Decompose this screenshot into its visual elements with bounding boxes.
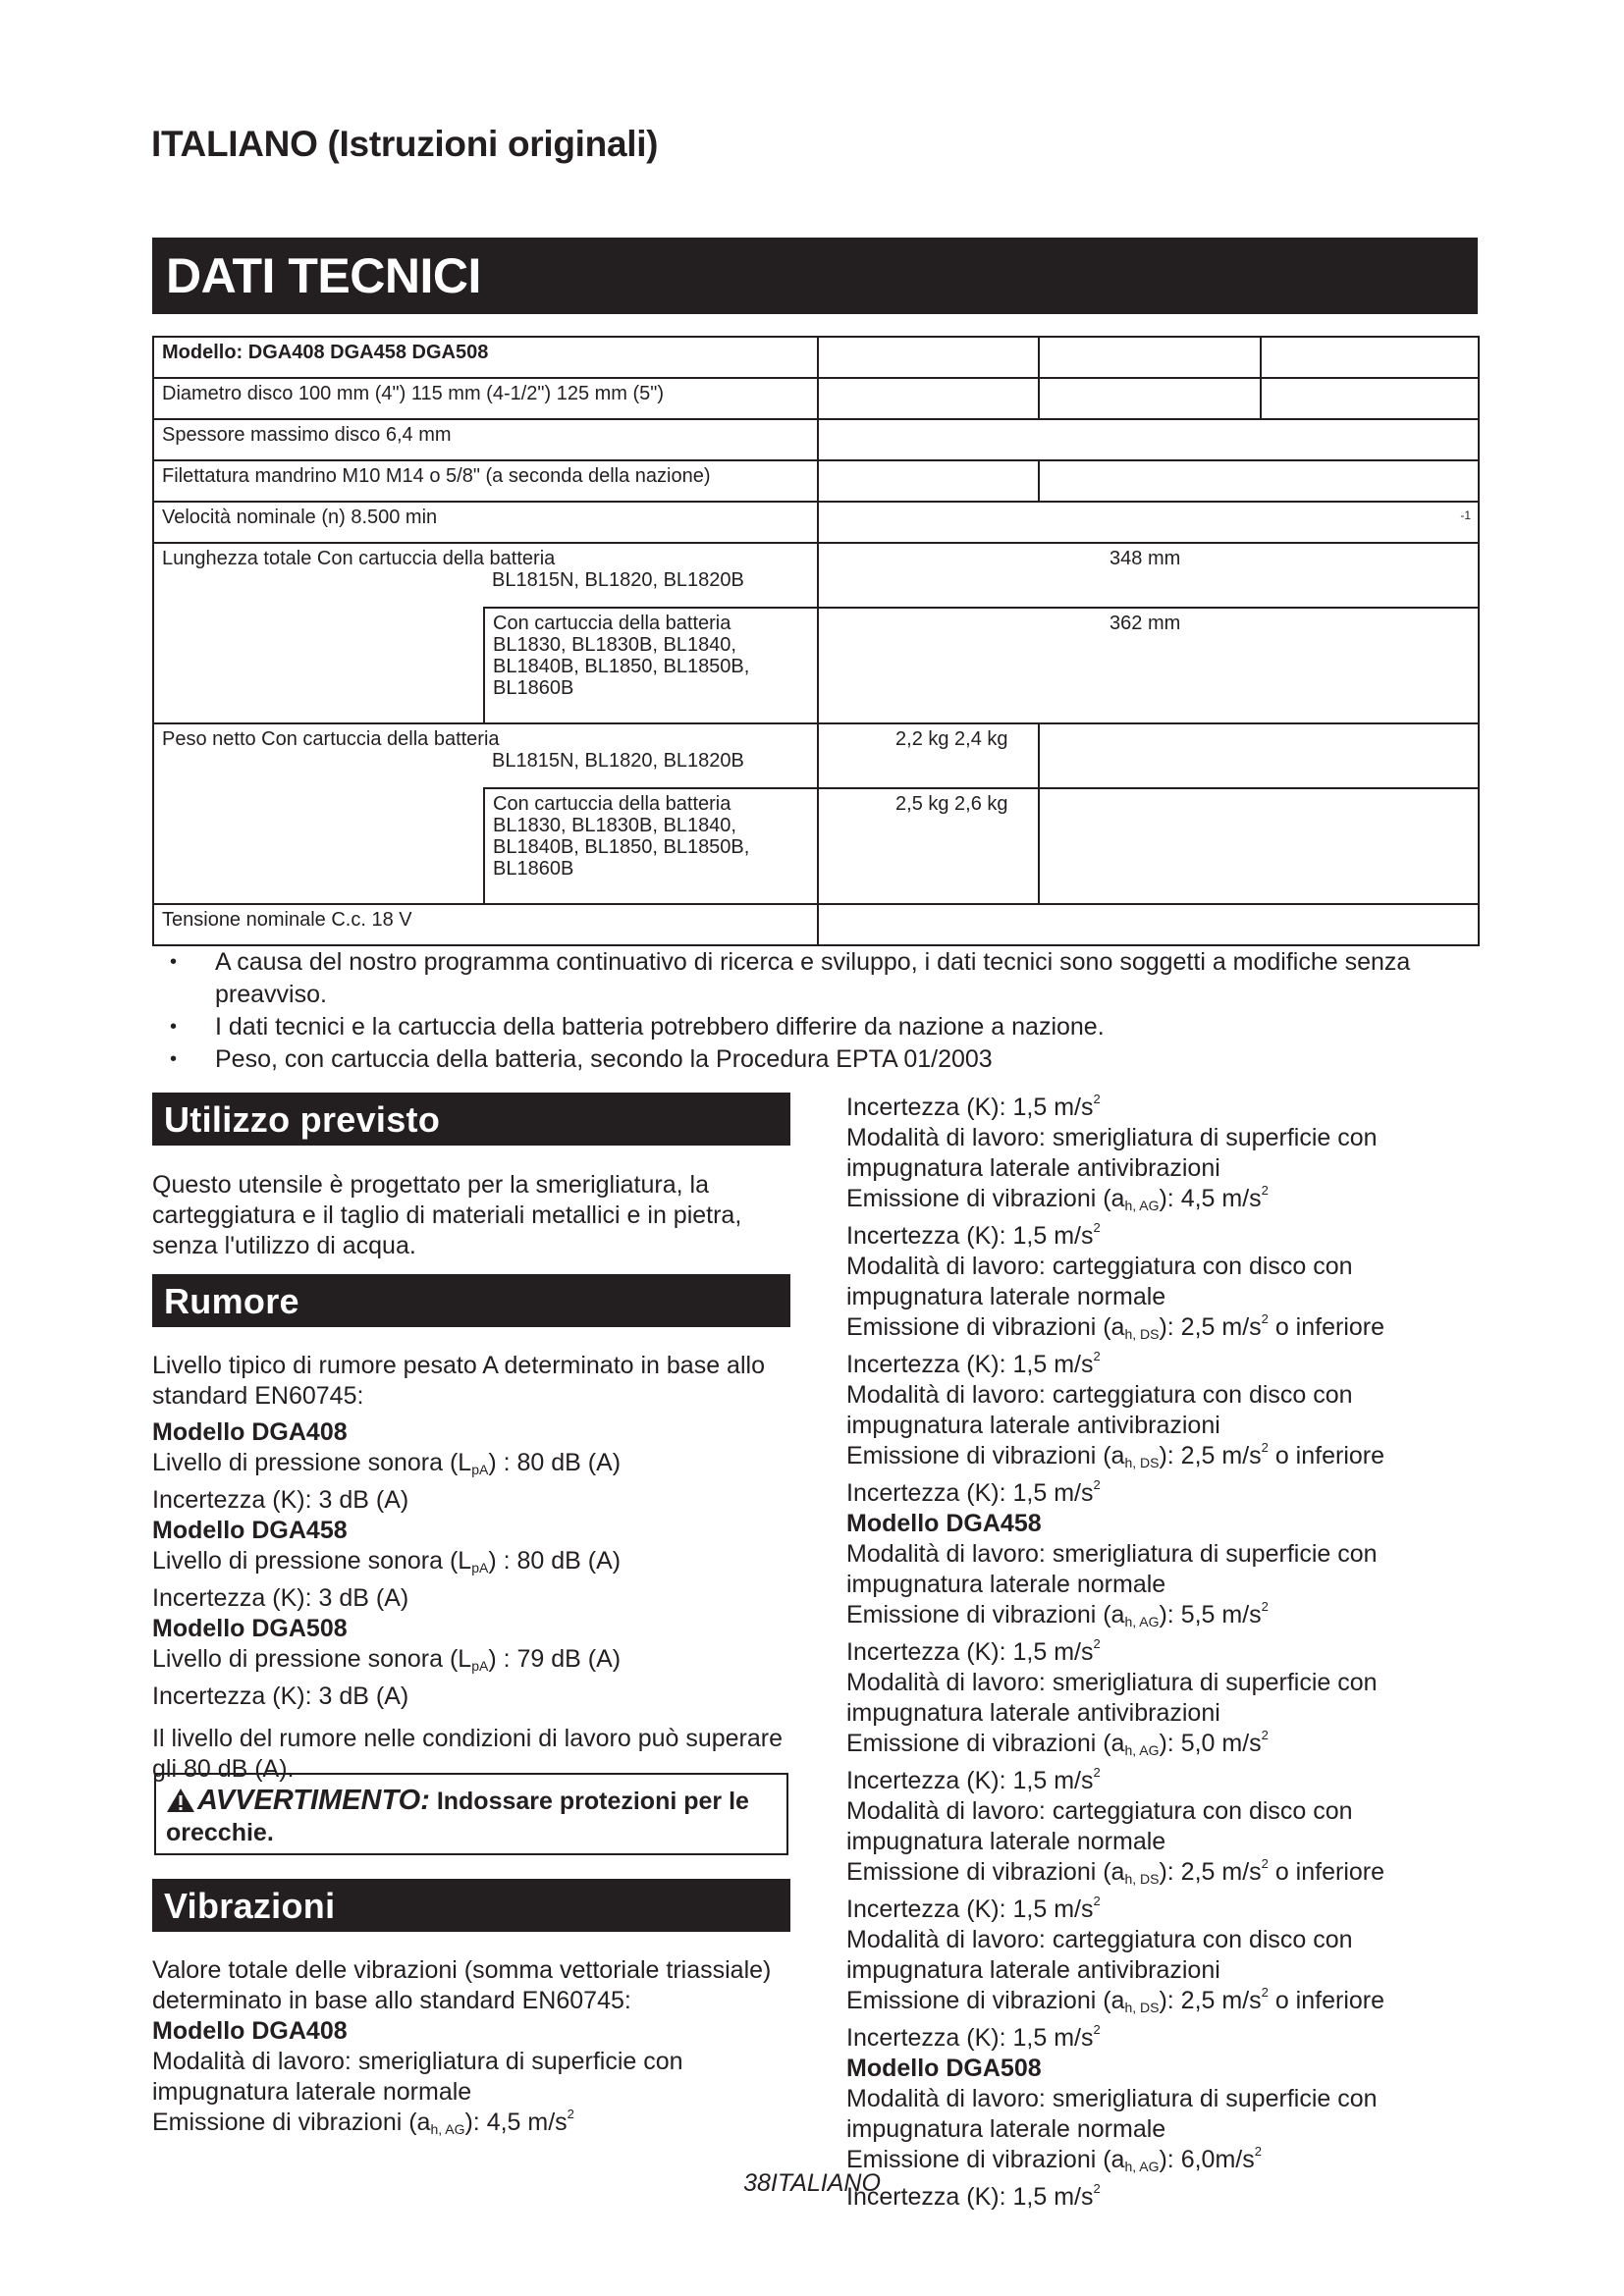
- table-cell-rated-speed: Velocità nominale (n) 8.500 min: [153, 502, 818, 543]
- work-mode-line: Modalità di lavoro: carteggiatura con disco con impugnatura laterale normale: [846, 1797, 1353, 1855]
- table-cell: [1261, 337, 1479, 378]
- table-cell: [1261, 378, 1479, 419]
- table-row: [153, 378, 1479, 419]
- model-heading: Modello DGA508: [846, 2055, 1042, 2082]
- emission-line: Emissione di vibrazioni $(a_{h, DS})$: 2,5 $m/s^2$ o inferiore: [846, 1311, 1385, 1342]
- uncertainty-line: Incertezza (K): 3 dB (A): [152, 1584, 409, 1612]
- table-cell-weight-battery-2: Con cartuccia della batteria BL1830, BL1830B, BL1840, BL1840B, BL1850, BL1850B, BL1860B: [484, 788, 818, 904]
- utilizzo-text: Questo utensile è progettato per la smerigliatura, la carteggiatura e il taglio di materiali metallici e in pietra, senza l'utilizzo di acqua.: [152, 1171, 742, 1259]
- table-cell-disc-thickness: Spessore massimo disco 6,4 mm: [153, 419, 818, 460]
- table-cell: [818, 419, 1479, 460]
- work-mode-line: Modalità di lavoro: carteggiatura con disco con impugnatura laterale antivibrazioni: [846, 1381, 1353, 1439]
- table-cell-weight-value-1: 2,2 kg 2,4 kg: [818, 723, 1039, 788]
- uncertainty-line: Incertezza (K): 1,5 $m/s^2$: [846, 1765, 1101, 1794]
- table-cell: [1039, 378, 1261, 419]
- table-cell: [818, 904, 1479, 945]
- rated-speed-unit-exponent: -1: [1460, 508, 1472, 522]
- emission-line: Emissione di vibrazioni $(a_{h, AG})$: 4,5 $m/s^2$: [152, 2107, 574, 2137]
- table-row: [153, 460, 1479, 502]
- table-row: [153, 904, 1479, 945]
- spec-table: [152, 336, 1480, 946]
- vibrazioni-intro: Valore totale delle vibrazioni (somma vettoriale triassiale) determinato in base allo standard EN60745:: [152, 1956, 772, 2014]
- uncertainty-line: Incertezza (K): 3 dB (A): [152, 1682, 409, 1710]
- model-heading: Modello DGA508: [152, 1615, 348, 1642]
- model-heading: Modello DGA408: [152, 1418, 348, 1446]
- work-mode-line: Modalità di lavoro: smerigliatura di superficie con impugnatura laterale normale: [846, 1540, 1378, 1598]
- uncertainty-line: Incertezza (K): 1,5 $m/s^2$: [846, 2022, 1101, 2052]
- table-cell-disc-diameter: Diametro disco 100 mm (4") 115 mm (4-1/2") 125 mm (5"): [153, 378, 818, 419]
- utilizzo-body: [152, 1170, 790, 1261]
- warning-label: AVVERTIMENTO:: [197, 1785, 430, 1816]
- weight-label: Peso netto Con cartuccia della batteria: [162, 728, 500, 750]
- work-mode-line: Modalità di lavoro: smerigliatura di superficie con impugnatura laterale antivibrazioni: [846, 1124, 1378, 1182]
- work-mode-line: Modalità di lavoro: smerigliatura di superficie con impugnatura laterale normale: [152, 2048, 683, 2106]
- table-row: [153, 502, 1479, 543]
- section-title: Rumore: [164, 1281, 299, 1321]
- table-cell-length-battery-2: Con cartuccia della batteria BL1830, BL1830B, BL1840, BL1840B, BL1850, BL1850B, BL1860B: [484, 608, 818, 723]
- uncertainty-line: Incertezza (K): 1,5 $m/s^2$: [846, 1477, 1101, 1507]
- table-cell-voltage: Tensione nominale C.c. 18 V: [153, 904, 818, 945]
- rumore-note: Il livello del rumore nelle condizioni di lavoro può superare gli 80 dB (A).: [152, 1725, 784, 1783]
- section-title: Vibrazioni: [164, 1886, 336, 1926]
- vibrazioni-body: [152, 1955, 790, 2145]
- emission-line: Emissione di vibrazioni $(a_{h, AG})$: 4,5 $m/s^2$: [846, 1183, 1269, 1213]
- work-mode-line: Modalità di lavoro: smerigliatura di superficie con impugnatura laterale normale: [846, 2085, 1378, 2143]
- rumore-body: [152, 1351, 790, 1785]
- page-footer: 38ITALIANO: [743, 2169, 881, 2197]
- warning-box: [154, 1773, 788, 1855]
- warning-message: Indossare protezioni per le orecchie.: [166, 1788, 749, 1846]
- table-row: [153, 543, 1479, 608]
- notes-list: [152, 946, 1478, 1076]
- table-row: [153, 723, 1479, 788]
- table-cell: [1039, 337, 1261, 378]
- table-cell: [1039, 723, 1479, 788]
- vibrazioni-right-column: [846, 1093, 1480, 2213]
- pressure-line: Livello di pressione sonora $(L_{pA})$ : 80 dB (A): [152, 1449, 622, 1477]
- pressure-line: Livello di pressione sonora $(L_{pA})$ : 79 dB (A): [152, 1645, 622, 1674]
- section-banner-vibrazioni: [152, 1879, 790, 1932]
- section-title: DATI TECNICI: [166, 248, 481, 303]
- section-banner-rumore: [152, 1274, 790, 1327]
- model-heading: Modello DGA458: [846, 1510, 1042, 1537]
- emission-line: Emissione di vibrazioni $(a_{h, AG})$: 5,5 $m/s^2$: [846, 1599, 1269, 1629]
- emission-line: Emissione di vibrazioni $(a_{h, AG})$: 5,0 $m/s^2$: [846, 1728, 1269, 1758]
- section-banner-dati-tecnici: [152, 238, 1478, 314]
- work-mode-line: Modalità di lavoro: smerigliatura di superficie con impugnatura laterale antivibrazioni: [846, 1669, 1378, 1727]
- rumore-intro: Livello tipico di rumore pesato A determinato in base allo standard EN60745:: [152, 1352, 765, 1410]
- emission-line: Emissione di vibrazioni $(a_{h, DS})$: 2,5 $m/s^2$ o inferiore: [846, 1856, 1385, 1887]
- table-cell-weight-value-2: 2,5 kg 2,6 kg: [818, 788, 1039, 904]
- emission-line: Emissione di vibrazioni $(a_{h, DS})$: 2,5 $m/s^2$ o inferiore: [846, 1985, 1385, 2015]
- section-title: Utilizzo previsto: [164, 1099, 441, 1140]
- table-row: [153, 337, 1479, 378]
- uncertainty-line: Incertezza (K): 1,5 $m/s^2$: [846, 1894, 1101, 1923]
- warning-text: [166, 1785, 786, 1848]
- page-heading: ITALIANO (Istruzioni originali): [151, 124, 659, 164]
- table-cell-weight: [153, 723, 818, 788]
- table-cell: [818, 460, 1039, 502]
- uncertainty-line: Incertezza (K): 1,5 $m/s^2$: [846, 1092, 1101, 1121]
- table-cell-model: Modello: DGA408 DGA458 DGA508: [153, 337, 818, 378]
- table-cell-spindle-thread: Filettatura mandrino M10 M14 o 5/8" (a seconda della nazione): [153, 460, 818, 502]
- table-cell-length-value-2: 362 mm: [818, 608, 1479, 723]
- table-cell: [1039, 788, 1479, 904]
- work-mode-line: Modalità di lavoro: carteggiatura con disco con impugnatura laterale normale: [846, 1253, 1353, 1310]
- pressure-line: Livello di pressione sonora $(L_{pA})$ : 80 dB (A): [152, 1547, 622, 1575]
- table-cell: [818, 502, 1479, 543]
- table-cell: [153, 608, 484, 723]
- list-item: • Peso, con cartuccia della batteria, secondo la Procedura EPTA 01/2003: [152, 1043, 1478, 1076]
- uncertainty-line: Incertezza (K): 1,5 $m/s^2$: [846, 1349, 1101, 1378]
- table-row: [153, 419, 1479, 460]
- table-cell: [818, 337, 1039, 378]
- uncertainty-line: Incertezza (K): 1,5 $m/s^2$: [846, 1636, 1101, 1666]
- model-heading: Modello DGA408: [152, 2017, 348, 2045]
- model-heading: Modello DGA458: [152, 1517, 348, 1544]
- table-cell-length: [153, 543, 818, 608]
- table-row: [153, 788, 1479, 904]
- emission-line: Emissione di vibrazioni $(a_{h, AG})$: $6,0m/s^2$: [846, 2144, 1262, 2174]
- list-item: • I dati tecnici e la cartuccia della batteria potrebbero differire da nazione a nazione.: [152, 1011, 1478, 1043]
- work-mode-line: Modalità di lavoro: carteggiatura con disco con impugnatura laterale antivibrazioni: [846, 1926, 1353, 1984]
- warning-triangle-icon: [166, 1788, 195, 1813]
- table-cell: [1039, 460, 1479, 502]
- uncertainty-line: Incertezza (K): 3 dB (A): [152, 1486, 409, 1514]
- table-cell: [153, 788, 484, 904]
- table-cell: [818, 378, 1039, 419]
- uncertainty-line: Incertezza (K): 1,5 $m/s^2$: [846, 1220, 1101, 1250]
- weight-battery-1: BL1815N, BL1820, BL1820B: [492, 750, 744, 772]
- length-battery-1: BL1815N, BL1820, BL1820B: [492, 569, 744, 591]
- table-cell-length-value-1: 348 mm: [818, 543, 1479, 608]
- length-label: Lunghezza totale Con cartuccia della batteria: [162, 548, 556, 569]
- section-banner-utilizzo: [152, 1093, 790, 1146]
- table-row: [153, 608, 1479, 723]
- emission-line: Emissione di vibrazioni $(a_{h, DS})$: 2,5 $m/s^2$ o inferiore: [846, 1440, 1385, 1470]
- uncertainty-line: Incertezza (K): 1,5 $m/s^2$: [846, 2181, 1101, 2211]
- list-item: • A causa del nostro programma continuativo di ricerca e sviluppo, i dati tecnici sono soggetti a modifiche senza preavviso.: [152, 946, 1478, 1011]
